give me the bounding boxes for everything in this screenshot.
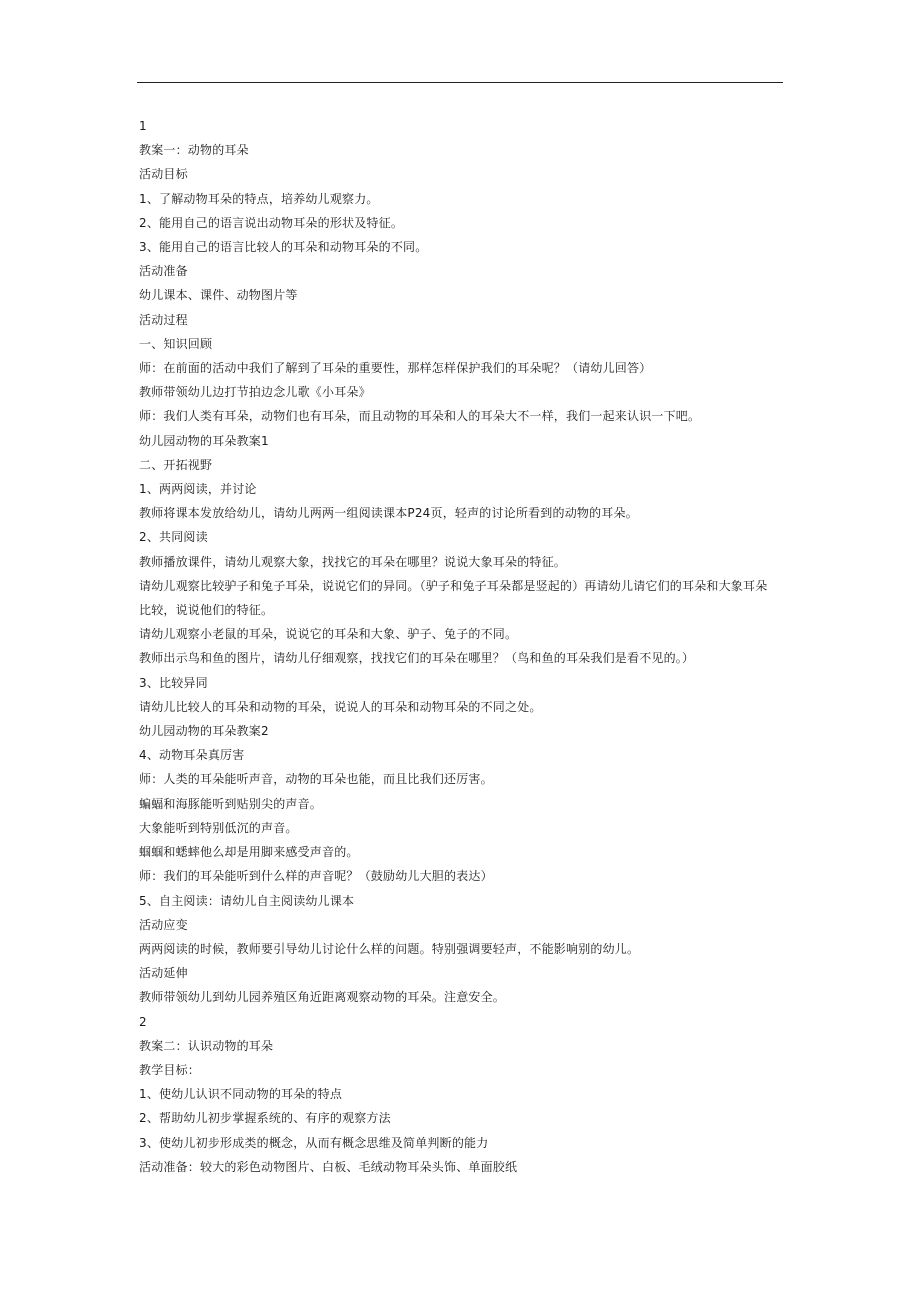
goal-item: 1、使幼儿认识不同动物的耳朵的特点 [139,1087,343,1102]
paragraph: 请幼儿观察小老鼠的耳朵，说说它的耳朵和大象、驴子、兔子的不同。 [139,627,518,642]
step-heading: 5、自主阅读：请幼儿自主阅读幼儿课本 [139,893,355,908]
paragraph: 活动准备：较大的彩色动物图片、白板、毛绒动物耳朵头饰、单面胶纸 [139,1159,518,1174]
lesson-one-title: 教案一：动物的耳朵 [139,143,249,158]
page-number-2: 2 [139,1014,147,1029]
paragraph: 请幼儿比较人的耳朵和动物的耳朵，说说人的耳朵和动物耳朵的不同之处。 [139,699,542,714]
step-heading: 2、共同阅读 [139,530,208,545]
section-heading-adaptation: 活动应变 [139,917,188,932]
paragraph: 教师带领幼儿到幼儿园养殖区角近距离观察动物的耳朵。注意安全。 [139,990,506,1005]
subsection-heading: 一、知识回顾 [139,336,213,351]
paragraph: 幼儿课本、课件、动物图片等 [139,288,298,303]
paragraph: 师：人类的耳朵能听声音，动物的耳朵也能，而且比我们还厉害。 [139,772,493,787]
paragraph: 师：我们的耳朵能听到什么样的声音呢？（鼓励幼儿大胆的表达） [139,869,493,884]
page-number-1: 1 [139,119,147,133]
paragraph: 师：我们人类有耳朵，动物们也有耳朵，而且动物的耳朵和人的耳朵大不一样，我们一起来认识一下吧。 [139,409,701,424]
goal-item: 2、帮助幼儿初步掌握系统的、有序的观察方法 [139,1111,391,1126]
section-heading-process: 活动过程 [139,312,188,327]
step-heading: 3、比较异同 [139,675,208,690]
paragraph: 两两阅读的时候，教师要引导幼儿讨论什么样的问题。特别强调要轻声，不能影响别的幼儿。 [139,941,640,956]
document-body [139,114,785,1179]
paragraph: 教师将课本发放给幼儿，请幼儿两两一组阅读课本P24页，轻声的讨论所看到的动物的耳朵。 [139,506,638,521]
paragraph: 蝙蝠和海豚能听到贴别尖的声音。 [139,796,323,811]
paragraph: 教师出示鸟和鱼的图片，请幼儿仔细观察，找找它们的耳朵在哪里？（鸟和鱼的耳朵我们是看不见的。） [139,651,695,666]
paragraph: 师：在前面的活动中我们了解到了耳朵的重要性，那样怎样保护我们的耳朵呢？（请幼儿回答） [139,361,652,376]
step-heading: 1、两两阅读，并讨论 [139,482,257,497]
lesson-two-title: 教案二：认识动物的耳朵 [139,1038,274,1053]
paragraph: 请幼儿观察比较驴子和兔子耳朵，说说它们的异同。（驴子和兔子耳朵都是竖起的）再请幼儿请它们的耳朵和大象耳朵 [139,578,768,593]
goal-item: 2、能用自己的语言说出动物耳朵的形状及特征。 [139,215,404,230]
paragraph: 蝈蝈和蟋蟀他么却是用脚来感受声音的。 [139,845,359,860]
goal-item: 1、了解动物耳朵的特点，培养幼儿观察力。 [139,191,379,206]
section-heading-preparation: 活动准备 [139,264,188,279]
goal-item: 3、能用自己的语言比较人的耳朵和动物耳朵的不同。 [139,240,428,255]
section-heading-extension: 活动延伸 [139,966,188,981]
paragraph: 幼儿园动物的耳朵教案1 [139,433,269,448]
section-heading-goals: 活动目标 [139,167,188,182]
step-heading: 4、动物耳朵真厉害 [139,748,245,763]
subsection-heading: 二、开拓视野 [139,457,213,472]
section-heading-teaching-goals: 教学目标： [139,1062,201,1077]
paragraph: 幼儿园动物的耳朵教案2 [139,724,269,739]
paragraph: 比较，说说他们的特征。 [139,603,274,618]
goal-item: 3、使幼儿初步形成类的概念，从而有概念思维及简单判断的能力 [139,1135,489,1150]
header-rule [137,82,783,83]
paragraph: 教师带领幼儿边打节拍边念儿歌《小耳朵》 [139,385,371,400]
paragraph: 大象能听到特别低沉的声音。 [139,820,298,835]
paragraph: 教师播放课件，请幼儿观察大象，找找它的耳朵在哪里？说说大象耳朵的特征。 [139,554,567,569]
